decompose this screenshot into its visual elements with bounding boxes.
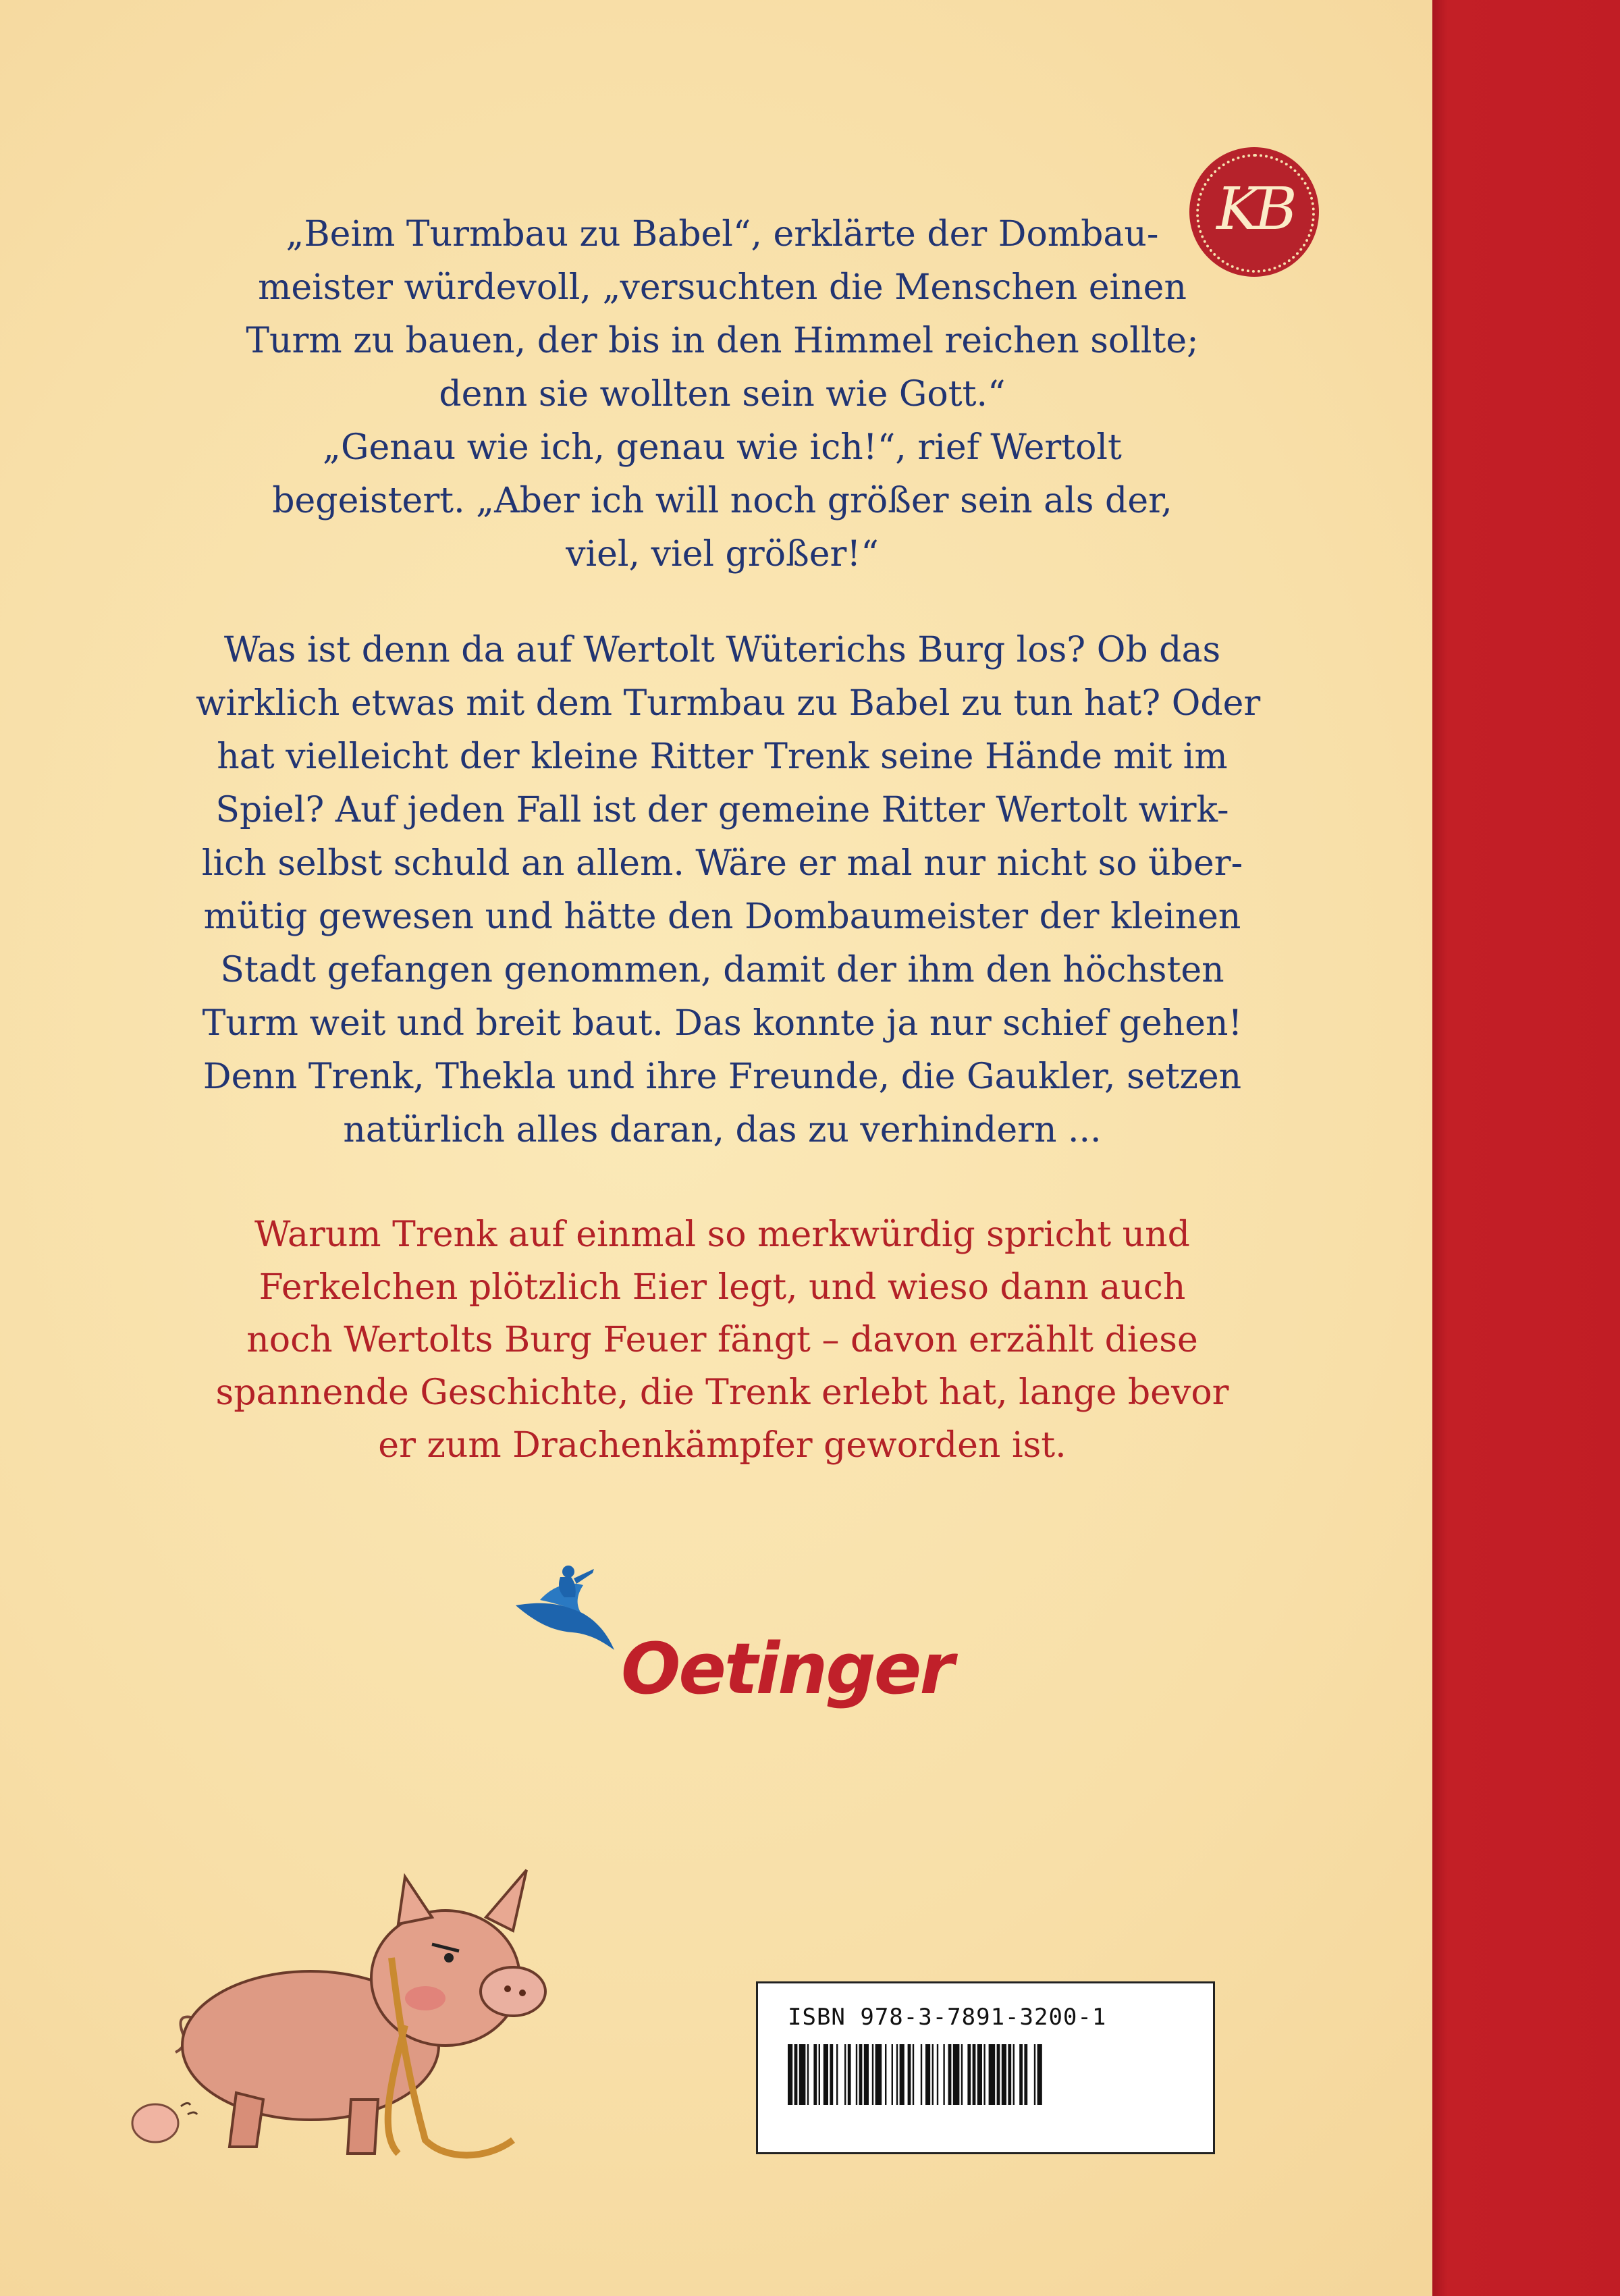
- body-line: mütig gewesen und hätte den Dombaumeister der kleinen: [203, 897, 1241, 937]
- quote-line: „Beim Turmbau zu Babel“, erklärte der Dombau-: [286, 214, 1159, 255]
- description-paragraph: [196, 624, 1261, 1157]
- publisher-logo-text: Oetinger: [621, 1628, 952, 1710]
- quote-line: Turm zu bauen, der bis in den Himmel reichen sollte;: [246, 321, 1199, 361]
- quote-line: viel, viel größer!“: [566, 534, 879, 575]
- quote-line: meister würdevoll, „versuchten die Menschen einen: [258, 267, 1187, 308]
- body-line: Denn Trenk, Thekla und ihre Freunde, die Gaukler, setzen: [202, 1057, 1242, 1097]
- isbn-barcode-box: [756, 1981, 1215, 2154]
- pig-illustration: [108, 1823, 648, 2174]
- teaser-line: spannende Geschichte, die Trenk erlebt hat, lange bevor: [215, 1372, 1229, 1413]
- body-line: hat vielleicht der kleine Ritter Trenk seine Hände mit im: [217, 737, 1228, 777]
- barcode-icon: [788, 2044, 1166, 2105]
- teaser-line: Ferkelchen plötzlich Eier legt, und wieso dann auch: [259, 1267, 1186, 1308]
- teaser-paragraph: [196, 1208, 1249, 1472]
- quote-paragraph: [196, 208, 1249, 581]
- teaser-line: er zum Drachenkämpfer geworden ist.: [378, 1425, 1066, 1466]
- red-spine-band: [1432, 0, 1620, 2296]
- badge-letters: KB: [1216, 176, 1292, 243]
- isbn-text: ISBN 978-3-7891-3200-1: [788, 2004, 1107, 2031]
- oetinger-bird-icon: [513, 1558, 621, 1659]
- teaser-line: noch Wertolts Burg Feuer fängt – davon erzählt diese: [246, 1320, 1198, 1360]
- body-line: natürlich alles daran, das zu verhindern ...: [343, 1110, 1102, 1150]
- quote-line: „Genau wie ich, genau wie ich!“, rief Wertolt: [323, 427, 1122, 468]
- body-line: Was ist denn da auf Wertolt Wüterichs Burg los? Ob das: [223, 630, 1221, 670]
- body-line: Turm weit und breit baut. Das konnte ja nur schief gehen!: [202, 1003, 1243, 1044]
- quote-line: begeistert. „Aber ich will noch größer sein als der,: [272, 481, 1172, 521]
- body-line: wirklich etwas mit dem Turmbau zu Babel zu tun hat? Oder: [196, 683, 1261, 724]
- body-line: Stadt gefangen genommen, damit der ihm den höchsten: [220, 950, 1224, 990]
- teaser-line: Warum Trenk auf einmal so merkwürdig spricht und: [254, 1214, 1190, 1255]
- body-line: Spiel? Auf jeden Fall ist der gemeine Ritter Wertolt wirk-: [215, 790, 1229, 830]
- quote-line: denn sie wollten sein wie Gott.“: [439, 374, 1006, 415]
- body-line: lich selbst schuld an allem. Wäre er mal nur nicht so über-: [201, 843, 1243, 884]
